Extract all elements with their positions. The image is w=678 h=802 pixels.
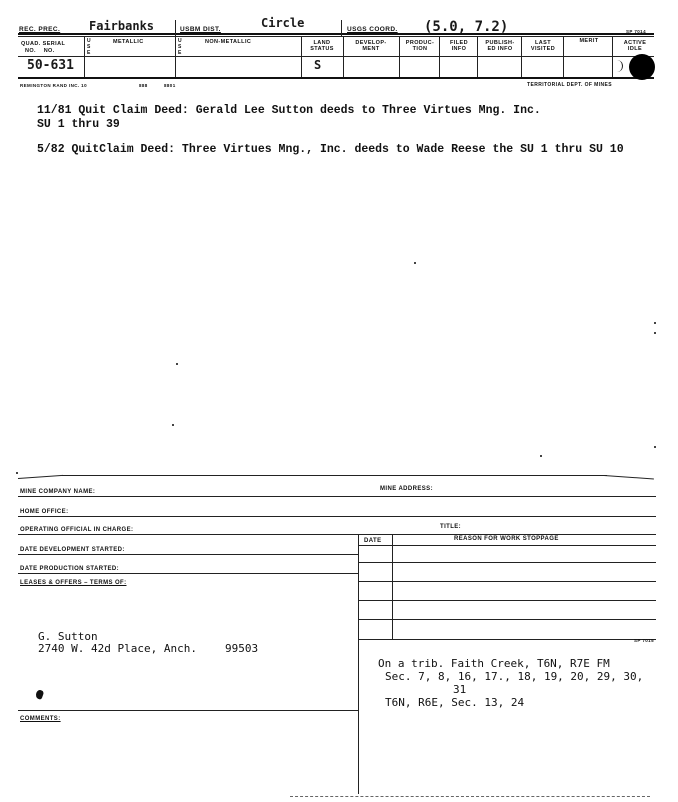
- col-land-status: LAND STATUS: [310, 40, 334, 52]
- col-rule: [301, 36, 302, 77]
- usgs-coord-label: USGS COORD.: [347, 26, 398, 33]
- date-production-label: DATE PRODUCTION STARTED:: [20, 566, 120, 572]
- home-office-rule: [18, 516, 656, 517]
- col-published-info: PUBLISH- ED INFO: [485, 40, 515, 52]
- form-code-2: SP 7015: [634, 638, 654, 643]
- col-rule: [84, 36, 85, 77]
- divider: [341, 20, 342, 36]
- col-rule: [439, 36, 440, 77]
- territorial-dept: TERRITORIAL DEPT. OF MINES: [527, 82, 612, 88]
- reason-col-header: REASON FOR WORK STOPPAGE: [454, 536, 559, 542]
- col-u-letters: U S E: [87, 38, 92, 56]
- col-non-metallic: NON-METALLIC: [205, 39, 252, 45]
- usbm-dist-value: Circle: [261, 16, 305, 30]
- col-rule: [563, 36, 564, 77]
- note-line-3: 5/82 QuitClaim Deed: Three Virtues Mng., Inc. deeds to Wade Reese the SU 1 thru SU 10: [37, 143, 624, 156]
- title-label: TITLE:: [440, 524, 462, 530]
- date-prod-rule: [18, 573, 358, 574]
- lower-top-rule: [62, 475, 607, 476]
- date-dev-rule: [18, 554, 358, 555]
- header-top-rule: [18, 33, 654, 35]
- col-production: PRODUC- TION: [405, 40, 435, 52]
- col-u-letters-2: U S E: [178, 38, 183, 56]
- bottom-scan-edge: [290, 796, 650, 797]
- col-merit: MERIT: [579, 38, 599, 44]
- col-rule: [175, 36, 176, 77]
- printer-code-1: 888: [139, 83, 148, 88]
- comments-label: COMMENTS:: [20, 716, 61, 722]
- active-punch-hole: [629, 54, 655, 80]
- rec-prec-label: REC. PREC.: [19, 26, 61, 33]
- col-rule: [343, 36, 344, 77]
- scan-speck: [654, 446, 656, 448]
- location-line-1: On a trib. Faith Creek, T6N, R7E FM: [378, 657, 610, 670]
- col-rule: [477, 36, 478, 77]
- leases-label: LEASES & OFFERS – TERMS OF:: [20, 580, 127, 586]
- printer-code-2: 8801: [164, 83, 176, 88]
- scan-speck: [16, 472, 18, 474]
- stoppage-date-rule: [392, 534, 393, 639]
- mine-address-label: MINE ADDRESS:: [380, 486, 433, 492]
- scan-speck: [540, 455, 542, 457]
- mine-company-rule: [18, 496, 656, 497]
- lower-top-curve-right: [604, 475, 654, 479]
- owner-zip: 99503: [225, 642, 259, 655]
- col-no-no: NO. NO.: [25, 48, 55, 54]
- col-rule: [612, 36, 613, 77]
- usgs-coord-value: (5.0, 7.2): [424, 19, 509, 35]
- header-mid-rule: [18, 56, 654, 57]
- stoppage-row-rule: [358, 600, 656, 601]
- col-metallic: METALLIC: [113, 39, 144, 45]
- col-active-idle: ACTIVE IDLE: [623, 40, 647, 52]
- col-last-visited: LAST VISITED: [530, 40, 556, 52]
- scan-speck: [176, 363, 178, 365]
- header-row-rule: [18, 36, 654, 37]
- col-rule: [399, 36, 400, 77]
- col-rule: [521, 36, 522, 77]
- stoppage-row-rule: [358, 562, 656, 563]
- printer-credit: REMINGTON RAND INC. 10: [20, 83, 87, 88]
- stoppage-row-rule: [358, 581, 656, 582]
- comments-rule: [18, 710, 358, 711]
- col-filed-info: FILED INFO: [450, 40, 468, 52]
- usbm-dist-label: USBM DIST.: [180, 26, 221, 33]
- scan-speck: [172, 424, 174, 426]
- scan-speck: [654, 332, 656, 334]
- home-office-label: HOME OFFICE:: [20, 509, 69, 515]
- date-col-header: DATE: [364, 538, 382, 544]
- stoppage-left-rule: [358, 534, 359, 794]
- rec-prec-value: Fairbanks: [89, 19, 155, 33]
- scan-speck: [414, 262, 416, 264]
- mine-company-name-label: MINE COMPANY NAME:: [20, 489, 96, 495]
- operating-official-rule: [18, 534, 656, 535]
- stoppage-bottom-rule: [358, 639, 656, 640]
- owner-address: 2740 W. 42d Place, Anch.: [38, 642, 197, 655]
- punch-mark: [614, 60, 623, 72]
- date-development-label: DATE DEVELOPMENT STARTED:: [20, 547, 125, 553]
- location-line-3: 31: [453, 683, 467, 696]
- stoppage-row-rule: [358, 619, 656, 620]
- owner-name: G. Sutton: [38, 630, 98, 643]
- col-quad-serial: QUAD. SERIAL: [21, 41, 66, 47]
- operating-official-label: OPERATING OFFICIAL IN CHARGE:: [20, 527, 134, 533]
- location-line-2: Sec. 7, 8, 16, 17., 18, 19, 20, 29, 30,: [385, 670, 644, 683]
- stoppage-header-rule: [358, 545, 656, 546]
- record-land-status: S: [314, 58, 322, 72]
- ink-blot: [35, 689, 45, 700]
- note-line-1: 11/81 Quit Claim Deed: Gerald Lee Sutton deeds to Three Virtues Mng. Inc.: [37, 104, 541, 117]
- form-code: SP 7014: [626, 29, 646, 34]
- record-serial: 50-631: [27, 58, 74, 73]
- note-line-2: SU 1 thru 39: [37, 118, 120, 131]
- divider: [175, 20, 176, 36]
- scan-speck: [654, 322, 656, 324]
- header-bottom-rule: [18, 77, 654, 79]
- location-line-4: T6N, R6E, Sec. 13, 24: [385, 696, 525, 709]
- lower-top-curve-left: [18, 475, 63, 479]
- col-development: DEVELOP- MENT: [355, 40, 387, 52]
